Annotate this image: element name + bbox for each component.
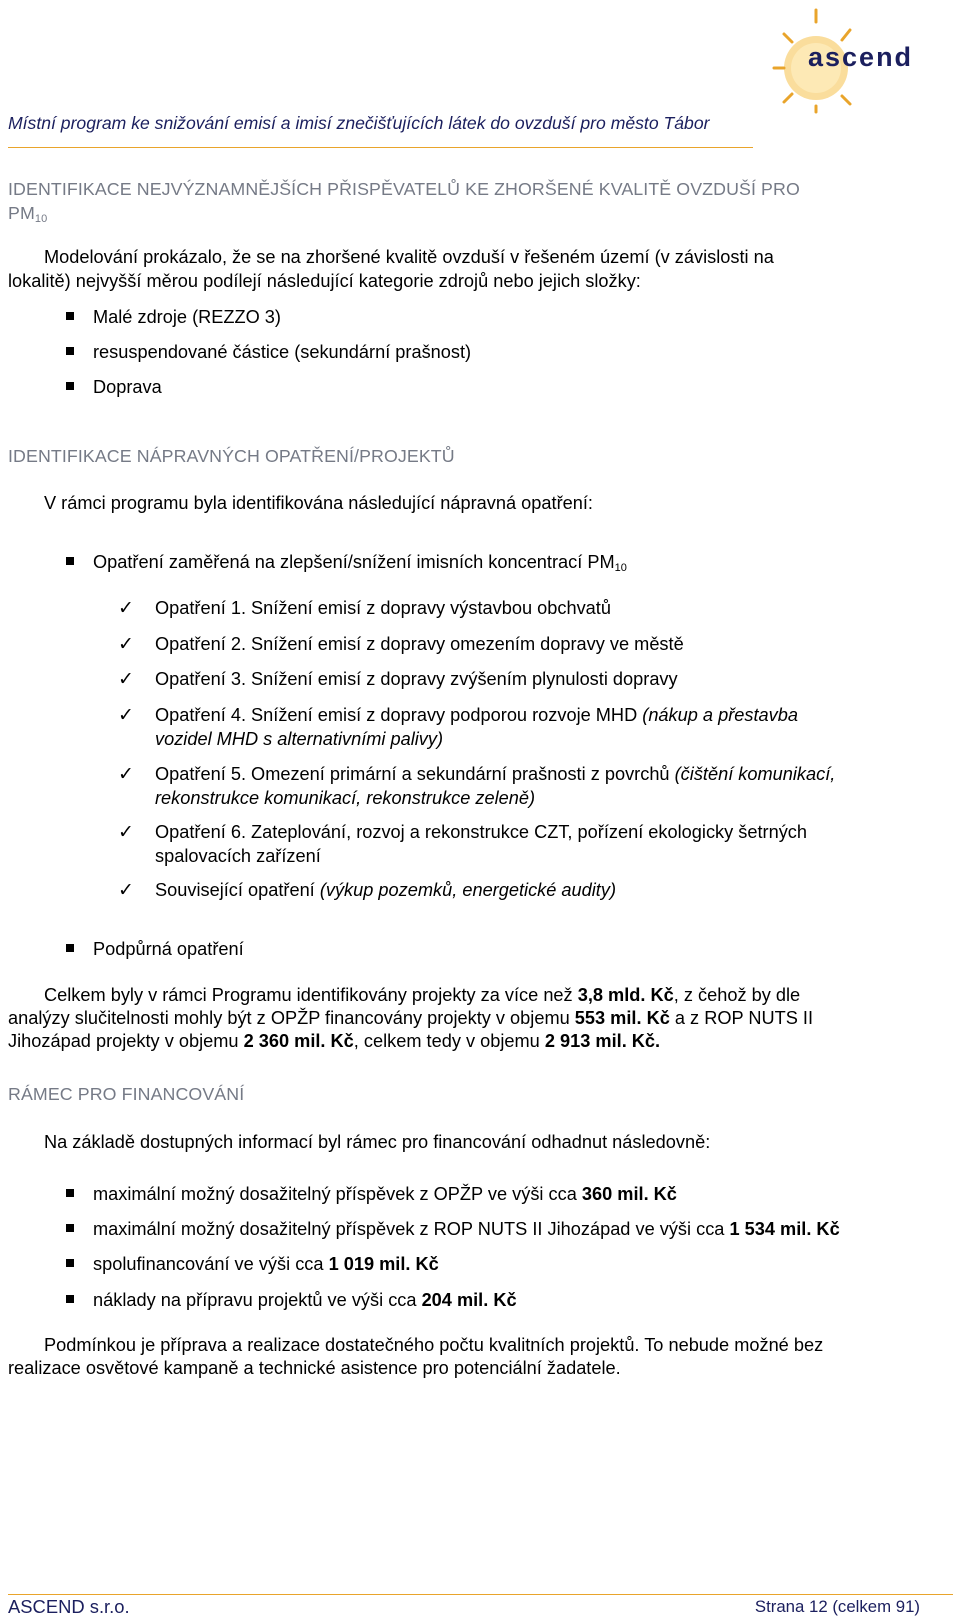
financing-item: spolufinancování ve výši cca 1 019 mil. Kč	[93, 1254, 439, 1274]
checkmark-icon: ✓	[118, 633, 134, 655]
measure-item: Opatření 6. Zateplování, rozvoj a rekonstrukce CZT, pořízení ekologicky šetrných	[155, 822, 808, 842]
financing-item: náklady na přípravu projektů ve výši cca 204 mil. Kč	[93, 1290, 517, 1310]
measure-group-label: Podpůrná opatření	[93, 939, 244, 959]
measure-item-continued: vozidel MHD s alternativními palivy)	[155, 729, 444, 749]
footer-page-number: Strana 12 (celkem 91)	[754, 1597, 920, 1616]
measure-group-label: Opatření zaměřená na zlepšení/snížení imisních koncentrací $PM_{10}$	[93, 552, 627, 574]
measure-item: Opatření 2. Snížení emisí z dopravy omezením dopravy ve městě	[155, 634, 684, 654]
footer-company: ASCEND s.r.o.	[8, 1596, 130, 1617]
closing-line2: realizace osvětové kampaně a technické asistence pro potenciální žadatele.	[8, 1358, 621, 1378]
checkmark-icon: ✓	[118, 821, 134, 843]
ascend-logo	[770, 6, 960, 114]
checkmark-icon: ✓	[118, 668, 134, 690]
bullet-icon	[66, 1295, 74, 1303]
summary-line1: Celkem byly v rámci Programu identifikovány projekty za více než 3,8 mld. Kč, z čehož by dle	[44, 985, 801, 1005]
section3-intro: Na základě dostupných informací byl rámec pro financování odhadnut následovně:	[44, 1132, 711, 1152]
bullet-icon	[66, 347, 74, 355]
measure-item: Opatření 1. Snížení emisí z dopravy výstavbou obchvatů	[155, 598, 611, 618]
section-heading-financing: RÁMEC PRO FINANCOVÁNÍ	[8, 1084, 245, 1104]
measure-item: Opatření 5. Omezení primární a sekundární prašnosti z povrchů (čištění komunikací,	[155, 764, 836, 784]
checkmark-icon: ✓	[118, 597, 134, 619]
logo-text: ascend	[808, 42, 914, 72]
section-heading-measures: IDENTIFIKACE NÁPRAVNÝCH OPATŘENÍ/PROJEKTŮ	[8, 446, 455, 466]
financing-item: maximální možný dosažitelný příspěvek z ROP NUTS II Jihozápad ve výši cca 1 534 mil. Kč	[93, 1219, 840, 1239]
summary-line2: analýzy slučitelnosti mohly být z OPŽP financovány projekty v objemu 553 mil. Kč a z ROP NUTS II	[8, 1008, 814, 1028]
checkmark-icon: ✓	[118, 763, 134, 785]
list-item: resuspendované částice (sekundární prašnost)	[93, 342, 472, 362]
bullet-icon	[66, 1224, 74, 1232]
bullet-icon	[66, 557, 74, 565]
document-title: Místní program ke snižování emisí a imisí znečišťujících látek do ovzduší pro město Tábor	[8, 113, 710, 133]
bullet-icon	[66, 312, 74, 320]
bullet-icon	[66, 1259, 74, 1267]
section2-intro: V rámci programu byla identifikována následující nápravná opatření:	[44, 493, 593, 513]
measure-item-continued: spalovacích zařízení	[155, 846, 321, 866]
summary-line3: Jihozápad projekty v objemu 2 360 mil. Kč, celkem tedy v objemu 2 913 mil. Kč.	[8, 1031, 661, 1051]
section1-intro-line2: lokalitě) nejvyšší měrou podílejí následující kategorie zdrojů nebo jejich složky:	[8, 271, 641, 291]
bullet-icon	[66, 1189, 74, 1197]
financing-item: maximální možný dosažitelný příspěvek z OPŽP ve výši cca 360 mil. Kč	[93, 1184, 677, 1204]
list-item: Doprava	[93, 377, 162, 397]
bullet-icon	[66, 382, 74, 390]
section1-intro-line1: Modelování prokázalo, že se na zhoršené kvalitě ovzduší v řešeném území (v závislosti na	[44, 247, 774, 267]
measure-item: Související opatření (výkup pozemků, energetické audity)	[155, 880, 617, 900]
header-divider	[8, 147, 753, 148]
measure-item-continued: rekonstrukce komunikací, rekonstrukce zeleně)	[155, 788, 536, 808]
closing-line1: Podmínkou je příprava a realizace dostatečného počtu kvalitních projektů. To nebude možné bez	[44, 1335, 824, 1355]
section-heading-contributors: IDENTIFIKACE NEJVÝZNAMNĚJŠÍCH PŘISPĚVATELŮ KE ZHORŠENÉ KVALITĚ OVZDUŠÍ PRO $PM_{10}$	[8, 179, 800, 225]
footer-divider	[8, 1594, 953, 1595]
bullet-icon	[66, 944, 74, 952]
list-item: Malé zdroje (REZZO 3)	[93, 307, 281, 327]
measure-item: Opatření 3. Snížení emisí z dopravy zvýšením plynulosti dopravy	[155, 669, 678, 689]
checkmark-icon: ✓	[118, 879, 134, 901]
checkmark-icon: ✓	[118, 704, 134, 726]
measure-item: Opatření 4. Snížení emisí z dopravy podporou rozvoje MHD (nákup a přestavba	[155, 705, 798, 725]
